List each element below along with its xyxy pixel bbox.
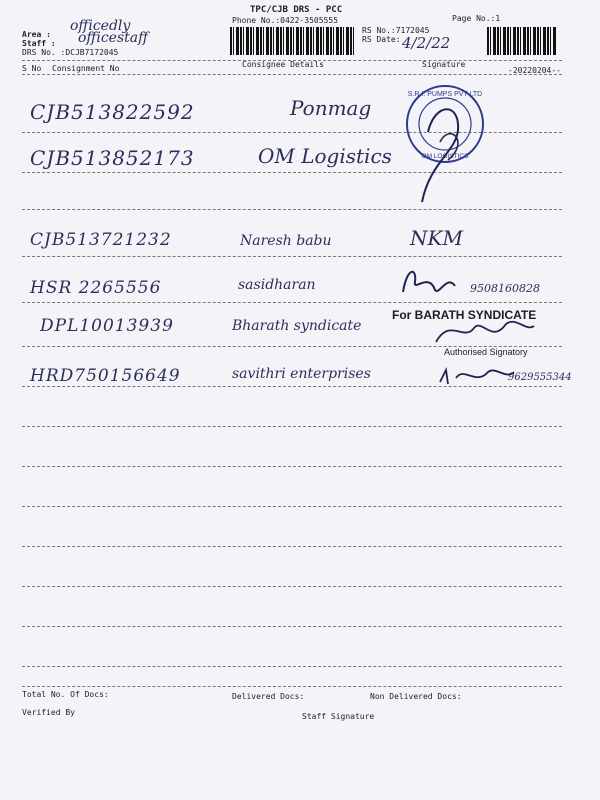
row-4-signature: NKM: [410, 226, 463, 250]
area-label: Area :: [22, 30, 51, 39]
row-6-consignment: DPL10013939: [40, 316, 174, 336]
col-signature: Signature: [422, 60, 466, 69]
row-7-signature-scribble: [436, 362, 516, 392]
row-rule: [22, 466, 562, 467]
col-sno: S No: [22, 64, 42, 73]
row-rule: [22, 626, 562, 627]
row-rule: [22, 666, 562, 667]
total-docs-label: Total No. Of Docs:: [22, 690, 109, 699]
company-stamp-inner-text: OM LOGISTICS: [421, 153, 469, 160]
rs-date-label: RS Date:: [362, 35, 401, 44]
col-consignment: Consignment No: [52, 64, 120, 73]
row-7-consignee: savithri enterprises: [232, 366, 371, 382]
row-1-consignment: CJB513822592: [30, 100, 195, 124]
staff-value: officestaff: [78, 30, 149, 46]
footer-rule: [22, 686, 562, 687]
header-bottom-rule: [22, 74, 562, 75]
row-5-signature: 9508160828: [470, 282, 540, 295]
row-2-consignment: CJB513852173: [30, 146, 195, 170]
rs-date-value: 4/2/22: [402, 34, 451, 52]
syndicate-stamp-title: For BARATH SYNDICATE: [392, 308, 537, 322]
company-stamp-text: S.R.I. PUMPS PVT LTD: [407, 91, 483, 98]
company-stamp: [400, 82, 490, 208]
row-rule: [22, 586, 562, 587]
non-delivered-docs-label: Non Delivered Docs:: [370, 692, 462, 701]
col-consignee: Consignee Details: [242, 60, 324, 69]
row-rule: [22, 506, 562, 507]
row-rule: [22, 209, 562, 210]
rs-number: RS No.:7172045: [362, 26, 430, 35]
row-6-consignee: Bharath syndicate: [232, 318, 362, 334]
area-value: officedly: [70, 18, 131, 34]
drs-number: DRS No. :DCJB7172045: [22, 48, 119, 57]
row-7-signature: 9629555344: [508, 372, 572, 383]
row-2-consignee: OM Logistics: [258, 144, 392, 168]
syndicate-stamp-subtitle: Authorised Signatory: [444, 347, 528, 357]
row-5-consignee: sasidharan: [238, 277, 316, 293]
row-1-consignee: Ponmag: [290, 96, 372, 120]
row-rule: [22, 426, 562, 427]
barcode-right: [487, 27, 557, 55]
page-number: Page No.:1: [452, 14, 501, 23]
staff-signature-label: Staff Signature: [302, 712, 375, 721]
barcode-left: [230, 27, 356, 55]
row-rule: [22, 546, 562, 547]
document-code: -20220204--: [508, 66, 561, 75]
row-5-consignment: HSR 2265556: [30, 278, 162, 298]
row-4-consignee: Naresh babu: [240, 233, 332, 249]
row-rule: [22, 302, 562, 303]
report-title: TPC/CJB DRS - PCC: [250, 5, 343, 15]
delivered-docs-label: Delivered Docs:: [232, 692, 305, 701]
row-rule: [22, 256, 562, 257]
phone-number: Phone No.:0422-3505555: [232, 16, 338, 25]
staff-label: Staff :: [22, 39, 56, 48]
row-4-consignment: CJB513721232: [30, 230, 172, 250]
row-5-signature-scribble: [395, 262, 475, 302]
verified-by-label: Verified By: [22, 708, 75, 717]
row-7-consignment: HRD750156649: [30, 366, 181, 386]
